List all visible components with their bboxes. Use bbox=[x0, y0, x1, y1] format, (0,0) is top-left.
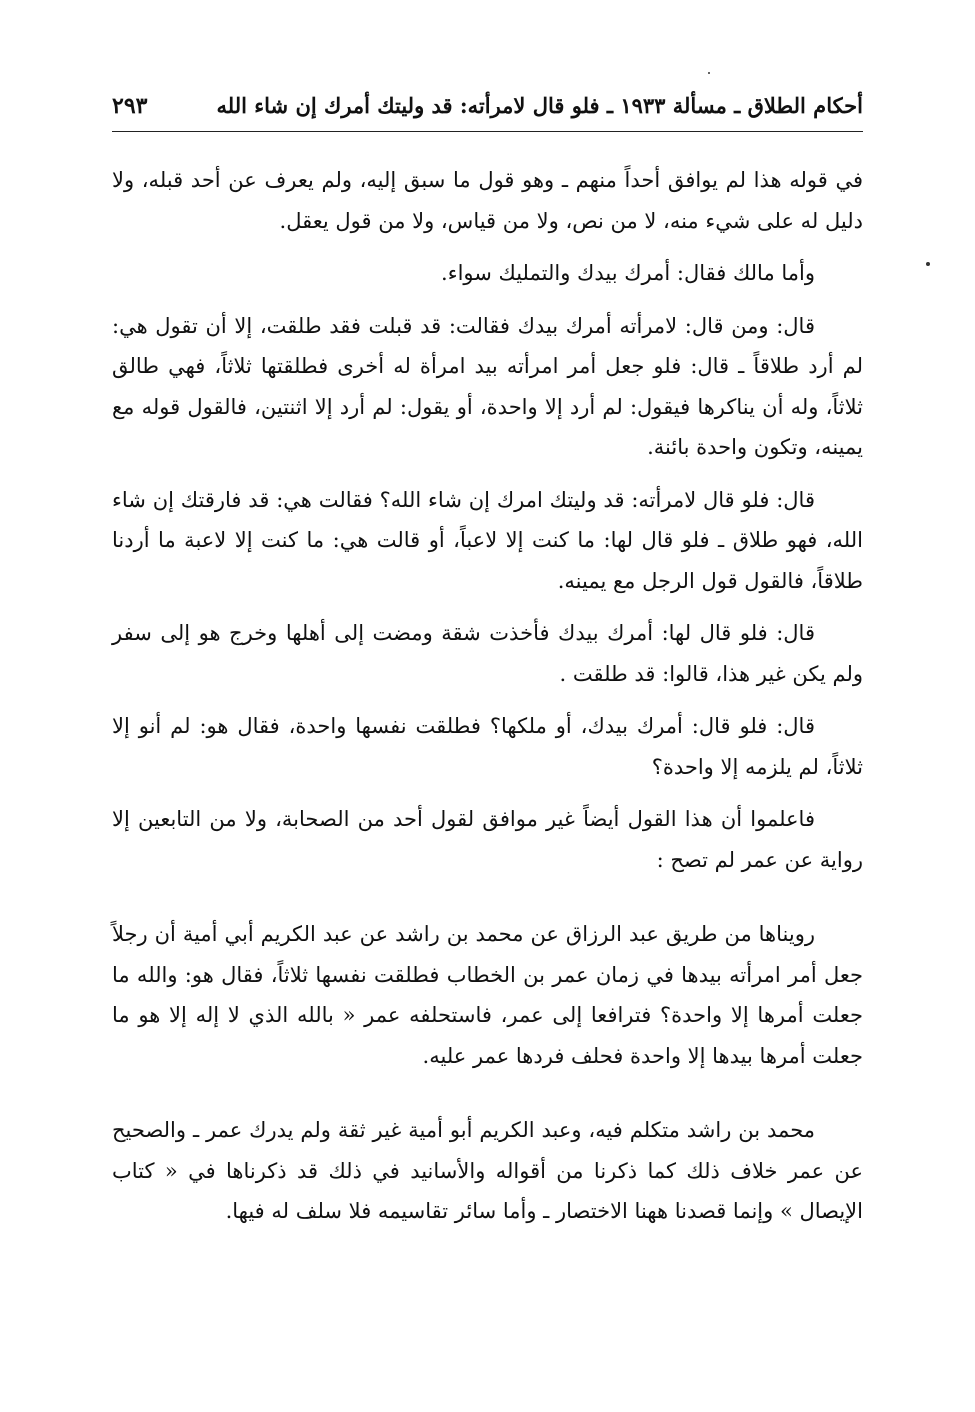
paragraph: وأما مالك فقال: أمرك بيدك والتمليك سواء. bbox=[441, 261, 815, 285]
section-gap bbox=[112, 892, 863, 914]
section-gap bbox=[112, 1088, 863, 1110]
paragraph: فاعلموا أن هذا القول أيضاً غير موافق لقول أحد من الصحابة، ولا من التابعين إلا رواية عن عمر لم تصح : bbox=[112, 807, 863, 872]
page-header bbox=[112, 86, 863, 132]
page-number: ٢٩٣ bbox=[112, 92, 148, 119]
paragraph: في قوله هذا لم يوافق أحداً منهم ـ وهو قول ما سبق إليه، ولم يعرف عن أحد قبله، ولا دليل له على شيء منه، لا من نص، ولا من قياس، ولا من قول يعقل. bbox=[112, 168, 863, 233]
paragraph: محمد بن راشد متكلم فيه، وعبد الكريم أبو أمية غير ثقة ولم يدرك عمر ـ والصحيح عن عمر خلاف ذلك كما ذكرنا من أقواله والأسانيد في ذلك قد ذكرناها في « كتاب الإيصال » وإنما قصدنا ههنا الاختصار ـ وأما سائر تقاسيمه فلا سلف له فيها. bbox=[112, 1118, 863, 1223]
page-body bbox=[112, 160, 863, 1244]
running-head: أحكام الطلاق ـ مسألة ١٩٣٣ ـ فلو قال لامرأته: قد وليتك أمرك إن شاء الله bbox=[216, 93, 863, 118]
paragraph: قال: فلو قال لها: أمرك بيدك فأخذت شقة ومضت إلى أهلها وخرج هو إلى سفر ولم يكن غير هذا، قالوا: قد طلقت . bbox=[112, 621, 863, 686]
scan-speck bbox=[926, 262, 930, 266]
paragraph: قال: ومن قال: لامرأته أمرك بيدك فقالت: قد قبلت فقد طلقت، إلا أن تقول هي: لم أرد طلاقاً ـ قال: فلو جعل أمر امرأته بيد امرأة له أخرى فطلقتها ثلاثاً، فهي طالق ثلاثاً، وله أن يناكرها فيقول: لم أرد إلا واحدة، أو يقول: لم أرد إلا اثنتين، فالقول قوله مع يمينه، وتكون واحدة بائنة. bbox=[112, 313, 863, 459]
paragraph: قال: فلو قال: أمرك بيدك، أو ملكها؟ فطلقت نفسها واحدة، فقال هو: لم أنو إلا ثلاثاً، لم يلزمه إلا واحدة؟ bbox=[112, 714, 863, 779]
paragraph: قال: فلو قال لامرأته: قد وليتك امرك إن شاء الله؟ فقالت هي: قد فارقتك إن شاء الله، فهو طلاق ـ فلو قال لها: ما كنت إلا لاعباً، أو قالت هي: ما كنت إلا لاعبة ما أردنا طلاقاً، فالقول قول الرجل مع يمينه. bbox=[112, 487, 863, 593]
scan-speck bbox=[708, 72, 710, 74]
paragraph: رويناها من طريق عبد الرزاق عن محمد بن راشد عن عبد الكريم أبي أمية أن رجلاً جعل أمر امرأته بيدها في زمان عمر بن الخطاب فطلقت نفسها ثلاثاً، فقال هو: والله ما جعلت أمرها إلا واحدة؟ فترافعا إلى عمر، فاستحلفه عمر « بالله الذي لا إله إلا هو ما جعلت أمرها بيدها إلا واحدة فحلف فردها عمر عليه. bbox=[112, 922, 863, 1068]
